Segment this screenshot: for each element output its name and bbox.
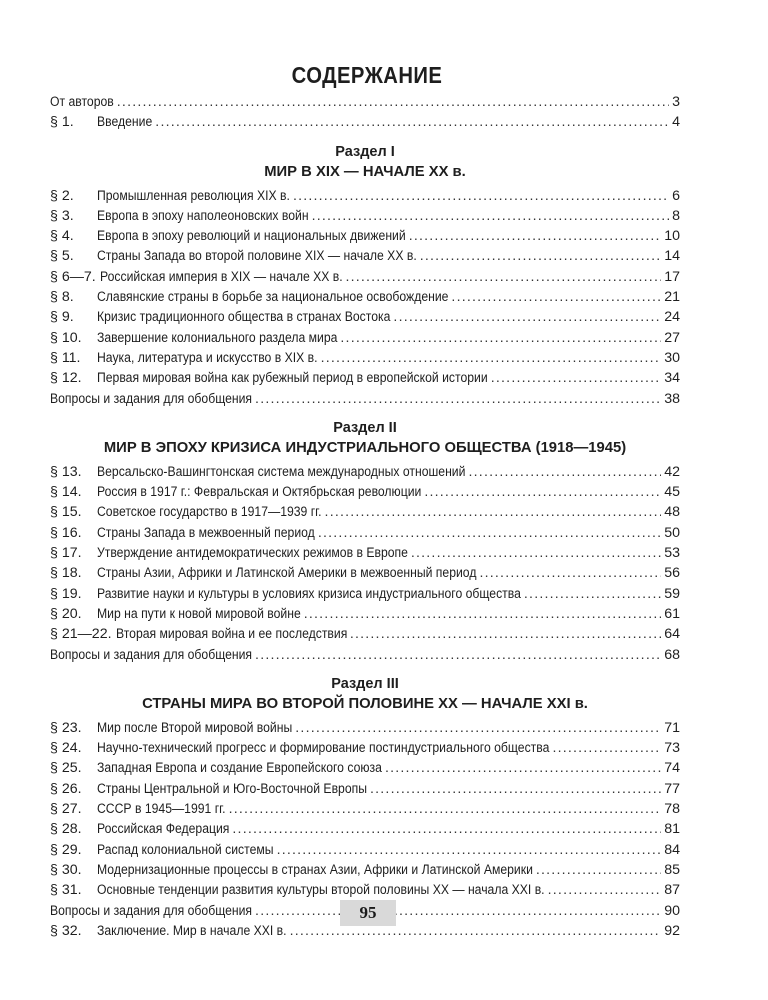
section-title: СТРАНЫ МИРА ВО ВТОРОЙ ПОЛОВИНЕ XX — НАЧАЛЕ XXI в. (142, 695, 588, 712)
toc-entry-text: Славянские страны в борьбе за национальное освобождение (97, 289, 449, 306)
toc-entry-number: § 11. (50, 349, 81, 366)
toc-entry-text: Мир на пути к новой мировой войне (97, 605, 301, 622)
toc-entry-page: 14 (664, 248, 680, 265)
section-title: МИР В ЭПОХУ КРИЗИСА ИНДУСТРИАЛЬНОГО ОБЩЕСТВА (1918—1945) (103, 439, 627, 456)
toc-entry[interactable] (50, 738, 680, 758)
toc-entry-text: Вторая мировая война и ее последствия (115, 626, 347, 643)
toc-entry-number: § 5. (50, 248, 74, 265)
toc-entry[interactable] (50, 92, 680, 112)
toc-entry-number: § 28. (50, 821, 82, 838)
leader-dots (479, 563, 661, 583)
toc-entry-page: 74 (664, 760, 680, 777)
toc-entry-text: Российская Федерация (97, 821, 230, 838)
toc-entry-page: 38 (664, 390, 680, 407)
toc-entry[interactable] (50, 267, 680, 287)
toc-entry-page: 30 (664, 349, 680, 366)
leader-dots (409, 226, 662, 246)
leader-dots (524, 584, 661, 604)
toc-entry-number: § 25. (50, 760, 82, 777)
leader-dots (350, 624, 661, 644)
toc-entry-number: § 13. (50, 463, 82, 480)
toc-entry-text: СССР в 1945—1991 гг. (97, 801, 226, 818)
toc-entry[interactable] (50, 348, 680, 368)
toc-entry-text: Страны Азии, Африки и Латинской Америки в межвоенный период (97, 565, 477, 582)
toc-entry-page: 4 (672, 114, 680, 131)
toc-entry-text: Распад колониальной системы (97, 841, 274, 858)
toc-entry-number: § 12. (50, 370, 82, 387)
toc-entry-number: § 23. (50, 719, 82, 736)
toc-entry-text: Страны Запада во второй половине XIX — начале XX в. (97, 248, 417, 265)
toc-entry[interactable] (50, 584, 680, 604)
leader-dots (318, 523, 661, 543)
toc-entry-page: 17 (664, 268, 680, 285)
leader-dots (293, 186, 669, 206)
leader-dots (232, 819, 661, 839)
leader-dots (155, 112, 669, 132)
toc-entry-text: Вопросы и задания для обобщения (50, 390, 253, 407)
toc-entry-page: 34 (664, 370, 680, 387)
toc-entry[interactable] (50, 206, 680, 226)
leader-dots (491, 368, 661, 388)
section-label: Раздел II (333, 419, 397, 436)
toc-entry-text: Европа в эпоху революций и национальных движений (97, 228, 406, 245)
toc-entry-page: 77 (664, 780, 680, 797)
leader-dots (393, 307, 661, 327)
toc-entry-page: 42 (664, 463, 680, 480)
toc-entry[interactable] (50, 328, 680, 348)
toc-entry-text: Вопросы и задания для обобщения (50, 902, 253, 919)
toc-entry-page: 73 (664, 740, 680, 757)
page-title: СОДЕРЖАНИЕ (291, 62, 443, 88)
toc-entry-number: § 9. (50, 309, 74, 326)
leader-dots (304, 604, 661, 624)
toc-entry-page: 24 (664, 309, 680, 326)
toc-entry-page: 68 (664, 646, 680, 663)
toc-entry-page: 48 (664, 504, 680, 521)
toc-entry-number: § 8. (50, 289, 74, 306)
toc-entry[interactable] (50, 880, 680, 900)
toc-entry-number: § 2. (50, 187, 74, 204)
toc-entry-text: От авторов (50, 94, 114, 110)
toc-entry-number: § 17. (50, 545, 82, 562)
toc-entry-number: § 21—22. (50, 626, 112, 643)
toc-entry-text: Научно-технический прогресс и формирование постиндустриального общества (97, 740, 550, 757)
toc-section (50, 418, 680, 665)
toc-entry-text: Основные тенденции развития культуры второй половины XX — начала XXI в. (97, 882, 545, 899)
leader-dots (277, 840, 662, 860)
toc-entry[interactable] (50, 860, 680, 880)
toc-entry-text: Кризис традиционного общества в странах Востока (97, 309, 391, 326)
toc-entry[interactable] (50, 307, 680, 327)
leader-dots (340, 328, 661, 348)
toc-entry-page: 90 (664, 902, 680, 919)
leader-dots (117, 92, 669, 112)
toc-entry-number: § 3. (50, 207, 74, 224)
toc-entry[interactable] (50, 523, 680, 543)
toc-entry-number: § 29. (50, 841, 82, 858)
toc-sections (50, 142, 680, 942)
toc-entry-page: 21 (664, 289, 680, 306)
toc-entry-page: 56 (664, 565, 680, 582)
toc-entry-page: 6 (672, 187, 680, 204)
toc-entry-text: Развитие науки и культуры в условиях кризиса индустриального общества (97, 585, 521, 602)
toc-entry-number: § 20. (50, 605, 82, 622)
toc-entry-number: § 15. (50, 504, 82, 521)
leader-dots (255, 389, 661, 409)
toc-entry[interactable] (50, 758, 680, 778)
toc-entry-number: § 14. (50, 484, 82, 501)
leader-dots (469, 462, 662, 482)
leader-dots (325, 502, 662, 522)
leader-dots (255, 901, 661, 921)
toc-entry[interactable] (50, 645, 680, 665)
toc-entry-text: Страны Запада в межвоенный период (97, 524, 315, 541)
toc-entry-text: Промышленная революция XIX в. (97, 187, 290, 204)
toc-entry[interactable] (50, 543, 680, 563)
toc-entry-text: Наука, литература и искусство в XIX в. (97, 349, 318, 366)
toc-entry[interactable] (50, 779, 680, 799)
toc-entry-text: Мир после Второй мировой войны (97, 719, 293, 736)
toc-entry[interactable] (50, 819, 680, 839)
toc-entry[interactable] (50, 502, 680, 522)
leader-dots (411, 543, 661, 563)
leader-dots (255, 645, 661, 665)
section-label: Раздел III (331, 675, 399, 692)
toc-entry[interactable] (50, 226, 680, 246)
toc-entry-page: 3 (672, 94, 680, 110)
toc-entry[interactable] (50, 718, 680, 738)
toc-entry-text: Введение (97, 114, 153, 131)
toc-entry[interactable] (50, 368, 680, 388)
toc-entry-text: Вопросы и задания для обобщения (50, 646, 253, 663)
toc-entry[interactable] (50, 462, 680, 482)
toc-entry-page: 78 (664, 801, 680, 818)
toc-entry[interactable] (50, 563, 680, 583)
leader-dots (385, 758, 661, 778)
toc-entry-number: § 31. (50, 882, 82, 899)
leader-dots (536, 860, 661, 880)
table-of-contents (50, 58, 680, 941)
toc-entry-text: Заключение. Мир в начале XXI в. (97, 922, 287, 939)
toc-entry-page: 85 (664, 861, 680, 878)
toc-entry-number: § 18. (50, 565, 82, 582)
toc-entry-page: 64 (664, 626, 680, 643)
intro-entries (50, 92, 680, 133)
leader-dots (312, 206, 670, 226)
section-label: Раздел I (335, 143, 395, 160)
leader-dots (420, 246, 662, 266)
toc-entry-number: § 30. (50, 861, 82, 878)
toc-entry-page: 53 (664, 545, 680, 562)
toc-entry[interactable] (50, 604, 680, 624)
leader-dots (424, 482, 661, 502)
toc-entry-text: Модернизационные процессы в странах Азии, Африки и Латинской Америки (97, 861, 533, 878)
toc-entry-page: 27 (664, 329, 680, 346)
toc-entry-page: 71 (664, 719, 680, 736)
toc-entry-number: § 32. (50, 922, 82, 939)
toc-entry-text: Западная Европа и создание Европейского союза (97, 760, 382, 777)
toc-entry-page: 59 (664, 585, 680, 602)
toc-entry-number: § 6—7. (50, 268, 96, 285)
toc-entry-page: 8 (672, 207, 680, 224)
toc-entry-page: 50 (664, 524, 680, 541)
toc-entry[interactable] (50, 186, 680, 206)
toc-entry-text: Завершение колониального раздела мира (97, 329, 338, 346)
toc-entry[interactable] (50, 112, 680, 132)
leader-dots (548, 880, 662, 900)
toc-entry-number: § 26. (50, 780, 82, 797)
toc-entry-text: Европа в эпоху наполеоновских войн (97, 207, 309, 224)
toc-entry-text: Российская империя в XIX — начале XX в. (99, 268, 343, 285)
toc-entry-page: 81 (664, 821, 680, 838)
leader-dots (552, 738, 661, 758)
toc-entry[interactable] (50, 389, 680, 409)
toc-entry-page: 61 (664, 605, 680, 622)
section-title: МИР В XIX — НАЧАЛЕ XX в. (264, 163, 466, 180)
toc-entry-number: § 24. (50, 740, 82, 757)
toc-entry-text: Страны Центральной и Юго-Восточной Европы (97, 780, 367, 797)
toc-entry-number: § 4. (50, 228, 74, 245)
toc-entry-number: § 19. (50, 585, 82, 602)
toc-entry-page: 10 (664, 228, 680, 245)
toc-entry[interactable] (50, 287, 680, 307)
toc-entry-page: 84 (664, 841, 680, 858)
toc-entry-text: Версальско-Вашингтонская система международных отношений (97, 463, 466, 480)
toc-entry-text: Первая мировая война как рубежный период в европейской истории (97, 370, 488, 387)
toc-entry[interactable] (50, 482, 680, 502)
leader-dots (229, 799, 662, 819)
toc-entry-number: § 10. (50, 329, 82, 346)
toc-entry[interactable] (50, 246, 680, 266)
leader-dots (295, 718, 661, 738)
toc-entry-number: § 27. (50, 801, 82, 818)
leader-dots (345, 267, 661, 287)
toc-entry-text: Утверждение антидемократических режимов в Европе (97, 545, 408, 562)
toc-entry-page: 87 (664, 882, 680, 899)
leader-dots (451, 287, 661, 307)
page-number-folio: 95 (340, 900, 396, 926)
toc-section (50, 142, 680, 409)
leader-dots (370, 779, 661, 799)
leader-dots (321, 348, 662, 368)
toc-entry-page: 45 (664, 484, 680, 501)
toc-entry-text: Россия в 1917 г.: Февральская и Октябрьская революции (97, 484, 422, 501)
toc-entry[interactable] (50, 799, 680, 819)
toc-entry-number: § 1. (50, 114, 74, 131)
toc-entry[interactable] (50, 840, 680, 860)
toc-entry-number: § 16. (50, 524, 82, 541)
toc-entry-text: Советское государство в 1917—1939 гг. (97, 504, 322, 521)
toc-entry-page: 92 (664, 922, 680, 939)
toc-entry[interactable] (50, 624, 680, 644)
